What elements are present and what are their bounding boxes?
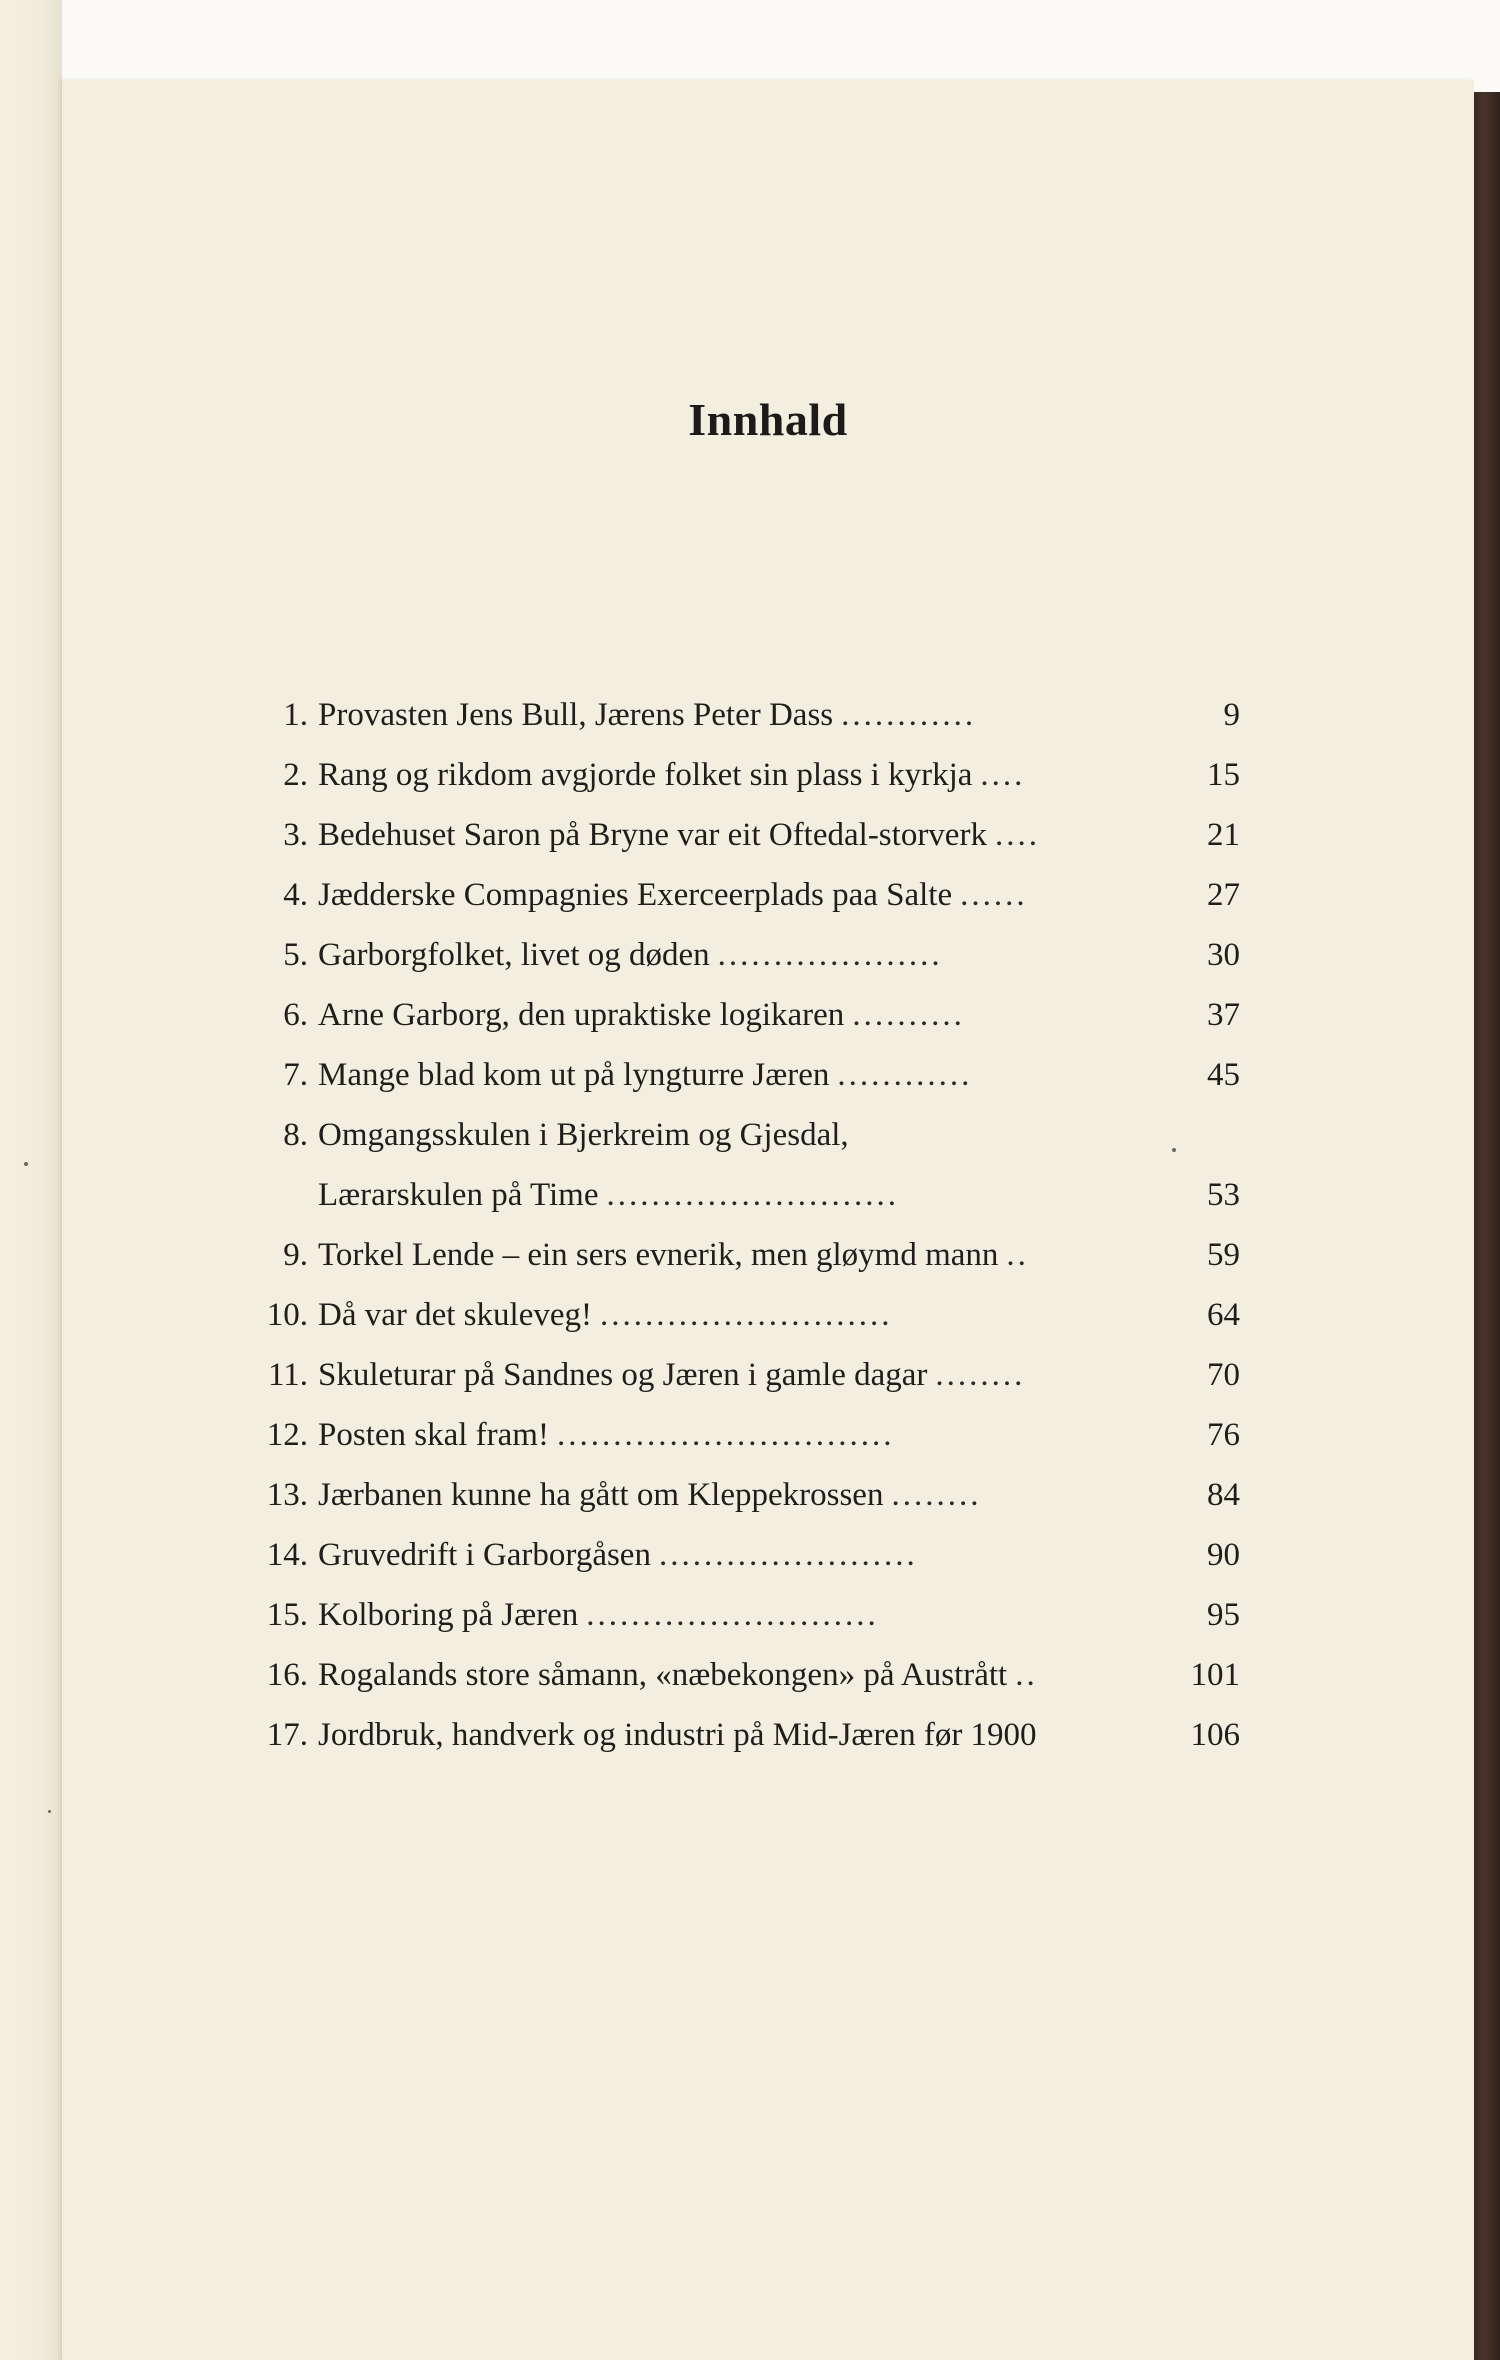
toc-entry [240,685,1240,745]
toc-entry-continuation [240,1165,1240,1225]
entry-title: Omgangsskulen i Bjerkreim og Gjesdal, [318,1117,849,1153]
entry-page-number: 15 [1207,757,1240,793]
toc-entry [240,1285,1240,1345]
entry-title: Rang og rikdom avgjorde folket sin plass i kyrkja [318,757,973,793]
entry-page-number: 76 [1207,1417,1240,1453]
entry-title: Kolboring på Jæren [318,1597,579,1633]
entry-page-number: 9 [1223,697,1240,733]
toc-entry [240,1645,1240,1705]
dot-leader: ............ [837,1057,973,1093]
speck-mark [24,1162,28,1166]
entry-number: 5. [283,937,308,973]
entry-title: Posten skal fram! [318,1417,549,1453]
entry-title: Jædderske Compagnies Exerceerplads paa Salte [318,877,953,913]
toc-entry [240,745,1240,805]
dot-leader: .. [1006,1237,1029,1273]
entry-page-number: 106 [1190,1717,1240,1753]
toc-entry [240,1465,1240,1525]
entry-number: 8. [283,1117,308,1153]
entry-number: 7. [283,1057,308,1093]
dot-leader: .................... [717,937,943,973]
entry-title: Provasten Jens Bull, Jærens Peter Dass [318,697,834,733]
dot-leader: .......................... [599,1297,893,1333]
entry-number: 9. [283,1237,308,1273]
toc-entry [240,1345,1240,1405]
toc-entry [240,1705,1240,1765]
entry-number: 17. [266,1717,308,1753]
entry-page-number: 37 [1207,997,1240,1033]
entry-title: Gruvedrift i Garborgåsen [318,1537,651,1573]
dot-leader: .......................... [606,1177,899,1213]
entry-number: 16. [266,1657,308,1693]
entry-page-number: 90 [1207,1537,1240,1573]
entry-page-number: 101 [1190,1657,1240,1693]
book-cover-edge [1474,92,1500,2360]
entry-title-line2: Lærarskulen på Time [318,1177,599,1213]
toc-entry [240,925,1240,985]
entry-title: Då var det skuleveg! [318,1297,592,1333]
entry-title: Rogalands store såmann, «næbekongen» på Austrått [318,1657,1008,1693]
entry-number: 10. [266,1297,308,1333]
entry-title: Mange blad kom ut på lyngturre Jæren [318,1057,830,1093]
dot-leader: .... [994,817,1040,853]
entry-page-number: 30 [1207,937,1240,973]
entry-page-number: 59 [1207,1237,1240,1273]
page-title: Innhald [688,394,848,445]
entry-page-number: 64 [1207,1297,1240,1333]
toc-entry [240,1405,1240,1465]
entry-page-number: 53 [1207,1177,1240,1213]
entry-title: Garborgfolket, livet og døden [318,937,710,973]
entry-number: 3. [283,817,308,853]
dot-leader: .......... [852,997,965,1033]
toc-entry [240,1045,1240,1105]
entry-title: Skuleturar på Sandnes og Jæren i gamle dagar [318,1357,928,1393]
toc-entry [240,865,1240,925]
entry-number: 6. [283,997,308,1033]
entry-page-number: 70 [1207,1357,1240,1393]
facing-page-edge [0,0,62,2360]
dot-leader: .............................. [556,1417,895,1453]
entry-title: Jærbanen kunne ha gått om Kleppekrossen [318,1477,884,1513]
entry-number: 11. [267,1357,308,1393]
entry-number: 15. [266,1597,308,1633]
speck-mark [48,1810,51,1813]
entry-page-number: 84 [1207,1477,1240,1513]
entry-title: Torkel Lende – ein sers evnerik, men gløymd mann [318,1237,999,1273]
entry-number: 14. [266,1537,308,1573]
dot-leader: ...... [960,877,1028,913]
toc-entry [240,1105,1240,1165]
entry-title: Jordbruk, handverk og industri på Mid-Jæren før 1900 [318,1717,1037,1753]
entry-page-number: 95 [1207,1597,1240,1633]
entry-page-number: 27 [1207,877,1240,913]
entry-number: 1. [283,697,308,733]
dot-leader: ........ [935,1357,1026,1393]
toc-entry [240,985,1240,1045]
toc-entry [240,1225,1240,1285]
entry-number: 13. [266,1477,308,1513]
toc-entry [240,805,1240,865]
entry-page-number: 21 [1207,817,1240,853]
dot-leader: ....................... [658,1537,918,1573]
dot-leader: .......................... [586,1597,879,1633]
dot-leader: .... [980,757,1026,793]
toc-entry [240,1525,1240,1585]
entry-title: Bedehuset Saron på Bryne var eit Oftedal-storverk [318,817,987,853]
entry-number: 4. [283,877,308,913]
entry-title: Arne Garborg, den upraktiske logikaren [318,997,845,1033]
dot-leader: .. [1015,1657,1038,1693]
table-of-contents [240,685,1240,1765]
dot-leader: ............ [841,697,977,733]
entry-number: 12. [266,1417,308,1453]
entry-number: 2. [283,757,308,793]
toc-entry [240,1585,1240,1645]
entry-page-number: 45 [1207,1057,1240,1093]
dot-leader: ........ [891,1477,982,1513]
